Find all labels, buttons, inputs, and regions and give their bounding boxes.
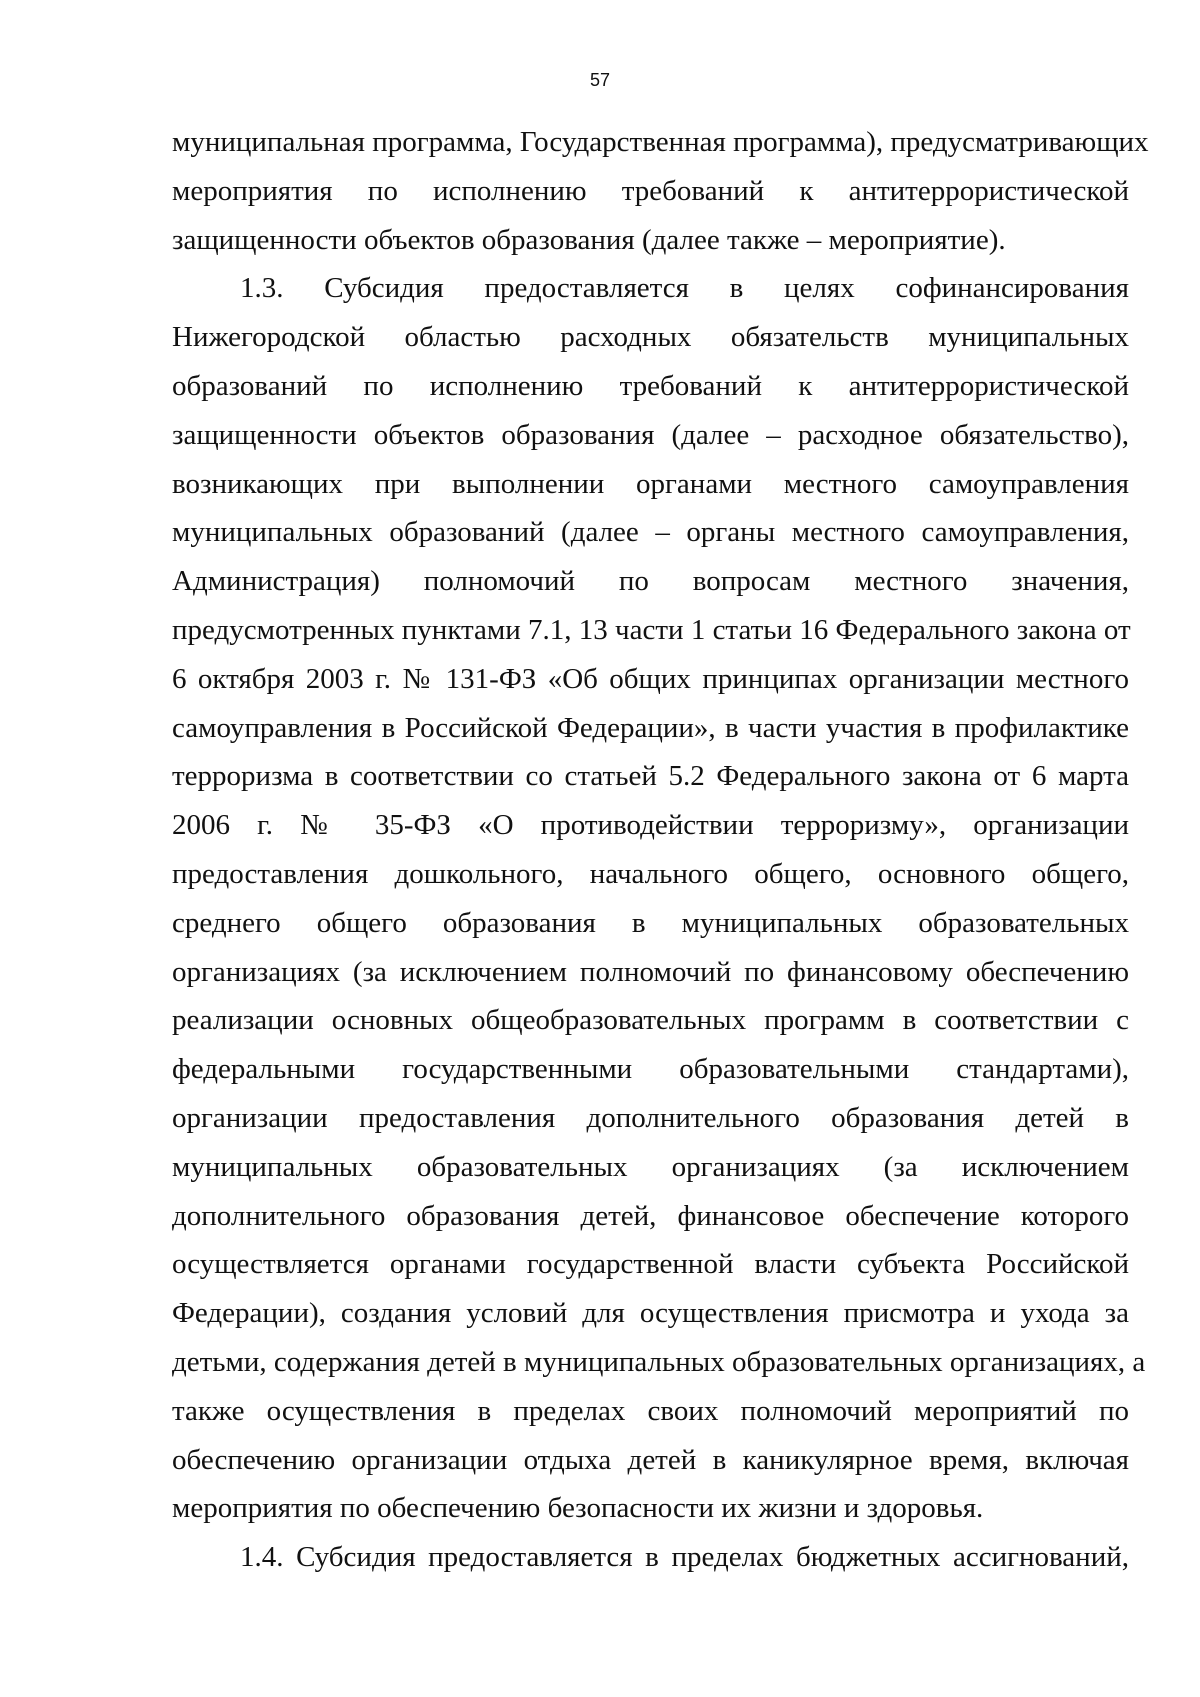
text-line: федеральными государственными образовательными стандартами), <box>172 1053 1129 1086</box>
text-line: муниципальных образований (далее – органы местного самоуправления, <box>172 516 1129 549</box>
text-line: возникающих при выполнении органами местного самоуправления <box>172 467 1129 500</box>
text-line: организациях (за исключением полномочий по финансовому обеспечению <box>172 955 1129 988</box>
text-line: 6 октября 2003 г. № 131-ФЗ «Об общих принципах организации местного <box>172 662 1129 695</box>
text-line: среднего общего образования в муниципальных образовательных <box>172 906 1129 939</box>
text-line: самоуправления в Российской Федерации», в части участия в профилактике <box>172 711 1129 744</box>
text-line: организации предоставления дополнительного образования детей в <box>172 1101 1129 1134</box>
text-line: реализации основных общеобразовательных программ в соответствии с <box>172 1004 1129 1037</box>
text-line: детьми, содержания детей в муниципальных образовательных организациях, а <box>172 1345 1146 1378</box>
text-line: терроризма в соответствии со статьей 5.2 Федерального закона от 6 марта <box>172 760 1129 793</box>
text-line: защищенности объектов образования (далее – расходное обязательство), <box>172 418 1129 451</box>
text-line: 1.3. Субсидия предоставляется в целях софинансирования <box>240 272 1129 305</box>
text-line: Федерации), создания условий для осуществления присмотра и ухода за <box>172 1297 1129 1330</box>
text-line: предоставления дошкольного, начального общего, основного общего, <box>172 857 1129 890</box>
text-line: дополнительного образования детей, финансовое обеспечение которого <box>172 1199 1129 1232</box>
page-number: 57 <box>589 70 611 90</box>
document-body <box>172 118 1149 1582</box>
text-line: мероприятия по исполнению требований к антитеррористической <box>172 174 1129 207</box>
text-line: муниципальная программа, Государственная программа), предусматривающих <box>172 126 1149 158</box>
text-line: предусмотренных пунктами 7.1, 13 части 1 статьи 16 Федерального закона от <box>172 613 1131 646</box>
text-line: муниципальных образовательных организациях (за исключением <box>172 1150 1129 1183</box>
text-line: обеспечению организации отдыха детей в каникулярное время, включая <box>172 1443 1129 1476</box>
text-line: Администрация) полномочий по вопросам местного значения, <box>172 565 1129 598</box>
text-line: мероприятия по обеспечению безопасности их жизни и здоровья. <box>172 1492 984 1525</box>
text-line: 1.4. Субсидия предоставляется в пределах бюджетных ассигнований, <box>240 1541 1129 1574</box>
text-line: образований по исполнению требований к антитеррористической <box>172 369 1129 402</box>
text-line: также осуществления в пределах своих полномочий мероприятий по <box>172 1394 1129 1427</box>
text-line: 2006 г. № 35-ФЗ «О противодействии терроризму», организации <box>172 809 1129 842</box>
text-line: осуществляется органами государственной власти субъекта Российской <box>172 1248 1129 1281</box>
text-line: Нижегородской областью расходных обязательств муниципальных <box>172 321 1129 354</box>
text-line: защищенности объектов образования (далее также – мероприятие). <box>172 223 1006 256</box>
